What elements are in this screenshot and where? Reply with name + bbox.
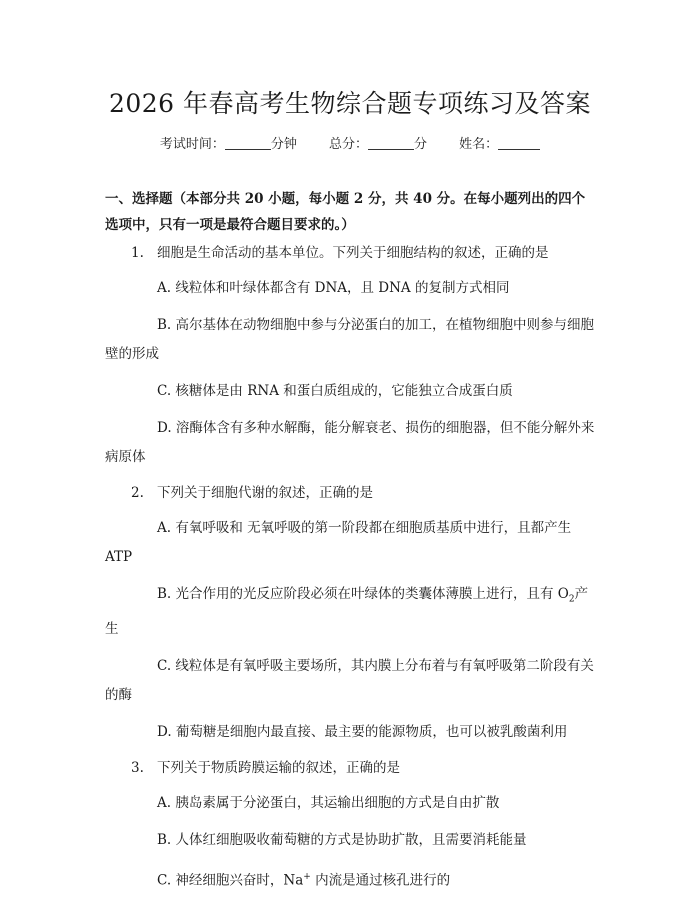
question-1-option-d: D. 溶酶体含有多种水解酶，能分解衰老、损伤的细胞器，但不能分解外来病原体 [105, 420, 595, 465]
question-3-option-b: B. 人体红细胞吸收葡萄糖的方式是协助扩散，且需要消耗能量 [157, 832, 527, 848]
question-2-option-a: A. 有氧呼吸和 无氧呼吸的第一阶段都在细胞质基质中进行，且都产生 ATP [105, 520, 572, 565]
option-text-suffix: 产生 [105, 586, 589, 637]
option-text: C. 神经细胞兴奋时，Na [157, 872, 304, 889]
question-2-option-c: C. 线粒体是有氧呼吸主要场所，其内膜上分布着与有氧呼吸第二阶段有关的酶 [105, 658, 594, 703]
question-number: 2. [131, 485, 144, 501]
question-number: 1. [131, 245, 144, 261]
student-name-field [459, 137, 540, 152]
question-text: 下列关于细胞代谢的叙述，正确的是 [157, 485, 373, 501]
section-heading: 一、选择题（本部分共 20 小题，每小题 2 分，共 40 分。在每小题列出的四个选项中，只有一项是最符合题目要求的。） [105, 191, 586, 233]
na-superscript: + [303, 872, 311, 882]
total-score-field [329, 137, 427, 152]
exam-time-field [160, 137, 297, 152]
question-2-option-d: D. 葡萄糖是细胞内最直接、最主要的能源物质，也可以被乳酸菌利用 [157, 724, 568, 740]
page-title: 2026 年春高考生物综合题专项练习及答案 [108, 89, 592, 118]
exam-info-line [0, 133, 700, 152]
total-score-blank [368, 137, 414, 150]
question-1-stem [105, 240, 597, 266]
question-2-option-b [105, 580, 597, 644]
question-number: 3. [131, 760, 144, 776]
question-1-option-a: A. 线粒体和叶绿体都含有 DNA，且 DNA 的复制方式相同 [157, 280, 510, 296]
question-3-option-c [105, 863, 597, 896]
total-score-label: 总分： [328, 137, 368, 152]
total-score-unit: 分 [414, 137, 428, 152]
student-name-label: 姓名： [459, 137, 499, 152]
question-text: 下列关于物质跨膜运输的叙述，正确的是 [157, 760, 400, 776]
o2-subscript: 2 [568, 594, 575, 605]
question-1-option-c: C. 核糖体是由 RNA 和蛋白质组成的，它能独立合成蛋白质 [157, 383, 513, 399]
exam-time-blank [225, 137, 271, 150]
question-text: 细胞是生命活动的基本单位。下列关于细胞结构的叙述，正确的是 [157, 245, 549, 261]
question-3-stem [105, 755, 597, 781]
question-3-option-a: A. 胰岛素属于分泌蛋白，其运输出细胞的方式是自由扩散 [157, 795, 500, 811]
question-1-option-b: B. 高尔基体在动物细胞中参与分泌蛋白的加工，在植物细胞中则参与细胞壁的形成 [105, 317, 595, 362]
option-text: B. 光合作用的光反应阶段必须在叶绿体的类囊体薄膜上进行，且有 O [157, 586, 569, 602]
option-text-suffix: 内流是通过核孔进行的 [310, 872, 451, 889]
student-name-blank [498, 137, 540, 150]
question-2-stem [105, 480, 597, 506]
exam-time-unit: 分钟 [270, 137, 297, 152]
exam-time-label: 考试时间： [159, 137, 225, 152]
